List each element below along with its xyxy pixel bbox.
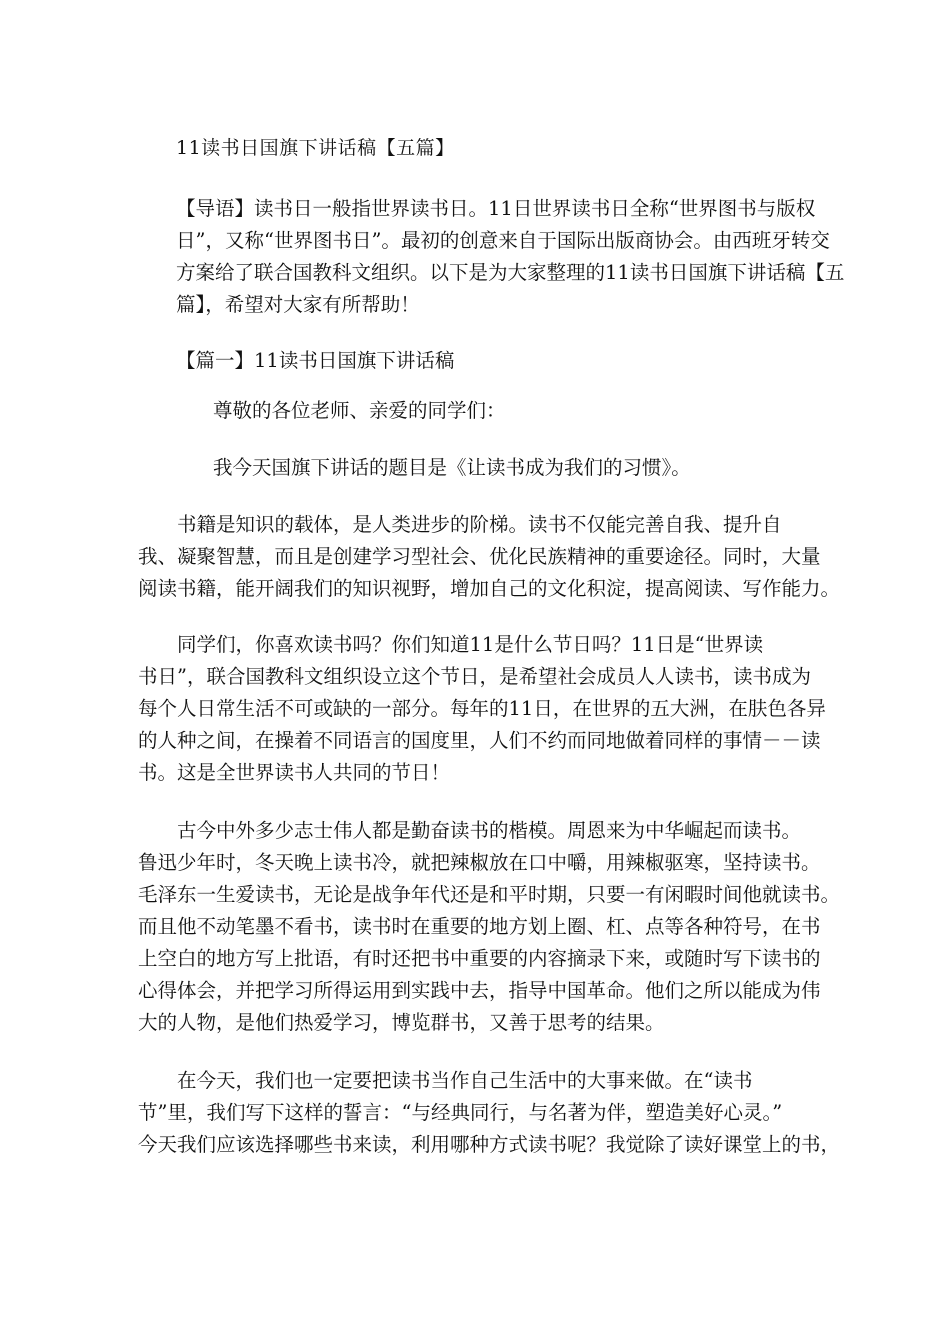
body-paragraph-2: [138, 629, 826, 789]
paragraph-line: 书日”，联合国教科文组织设立这个节日，是希望社会成员人人读书，读书成为: [138, 665, 811, 688]
paragraph-line: 上空白的地方写上批语，有时还把书中重要的内容摘录下来，或随时写下读书的: [138, 947, 821, 970]
paragraph-line: 我、凝聚智慧，而且是创建学习型社会、优化民族精神的重要途径。同时，大量: [138, 545, 821, 568]
greeting: [213, 395, 506, 427]
paragraph-line: 同学们，你喜欢读书吗？你们知道11是什么节日吗？11日是“世界读: [138, 633, 764, 656]
paragraph-line: 节”里，我们写下这样的誓言：“与经典同行，与名著为伴，塑造美好心灵。”: [138, 1101, 783, 1124]
document-title: 11读书日国旗下讲话稿【五篇】: [176, 137, 455, 159]
paragraph-line: 而且他不动笔墨不看书，读书时在重要的地方划上圈、杠、点等各种符号，在书: [138, 915, 821, 938]
intro-paragraph: [176, 193, 844, 321]
intro-line: 日”，又称“世界图书日”。最初的创意来自于国际出版商协会。由西班牙转交: [176, 229, 830, 252]
speech-topic-text: 我今天国旗下讲话的题目是《让读书成为我们的习惯》。: [213, 456, 691, 479]
paragraph-line: 鲁迅少年时，冬天晚上读书冷，就把辣椒放在口中嚼，用辣椒驱寒，坚持读书。: [138, 851, 821, 874]
paragraph-line: 毛泽东一生爱读书，无论是战争年代还是和平时期，只要一有闲暇时间他就读书。: [138, 883, 841, 906]
paragraph-line: 每个人日常生活不可或缺的一部分。每年的11日，在世界的五大洲，在肤色各异: [138, 697, 826, 720]
greeting-text: 尊敬的各位老师、亲爱的同学们：: [213, 399, 506, 422]
body-paragraph-4: [138, 1065, 840, 1161]
section-heading: [176, 345, 454, 377]
paragraph-line: 阅读书籍，能开阔我们的知识视野，增加自己的文化积淀，提高阅读、写作能力。: [138, 577, 841, 600]
paragraph-line: 大的人物，是他们热爱学习，博览群书，又善于思考的结果。: [138, 1011, 665, 1034]
speech-topic: [213, 452, 691, 484]
intro-line: 方案给了联合国教科文组织。以下是为大家整理的11读书日国旗下讲话稿【五: [176, 261, 845, 284]
paragraph-line: 书。这是全世界读书人共同的节日！: [138, 761, 451, 784]
paragraph-line: 今天我们应该选择哪些书来读，利用哪种方式读书呢？我觉除了读好课堂上的书，: [138, 1133, 841, 1156]
paragraph-line: 心得体会，并把学习所得运用到实践中去，指导中国革命。他们之所以能成为伟: [138, 979, 821, 1002]
paragraph-line: 的人种之间，在操着不同语言的国度里，人们不约而同地做着同样的事情－－读: [138, 729, 821, 752]
paragraph-line: 在今天，我们也一定要把读书当作自己生活中的大事来做。在“读书: [138, 1069, 753, 1092]
body-paragraph-3: [138, 815, 840, 1039]
body-paragraph-1: [138, 509, 840, 605]
section-heading-text: 【篇一】11读书日国旗下讲话稿: [176, 349, 455, 372]
paragraph-line: 古今中外多少志士伟人都是勤奋读书的楷模。周恩来为中华崛起而读书。: [138, 819, 802, 842]
intro-line: 【导语】读书日一般指世界读书日。11日世界读书日全称“世界图书与版权: [176, 197, 816, 220]
intro-line: 篇】，希望对大家有所帮助！: [176, 293, 420, 316]
paragraph-line: 书籍是知识的载体，是人类进步的阶梯。读书不仅能完善自我、提升自: [138, 513, 782, 536]
